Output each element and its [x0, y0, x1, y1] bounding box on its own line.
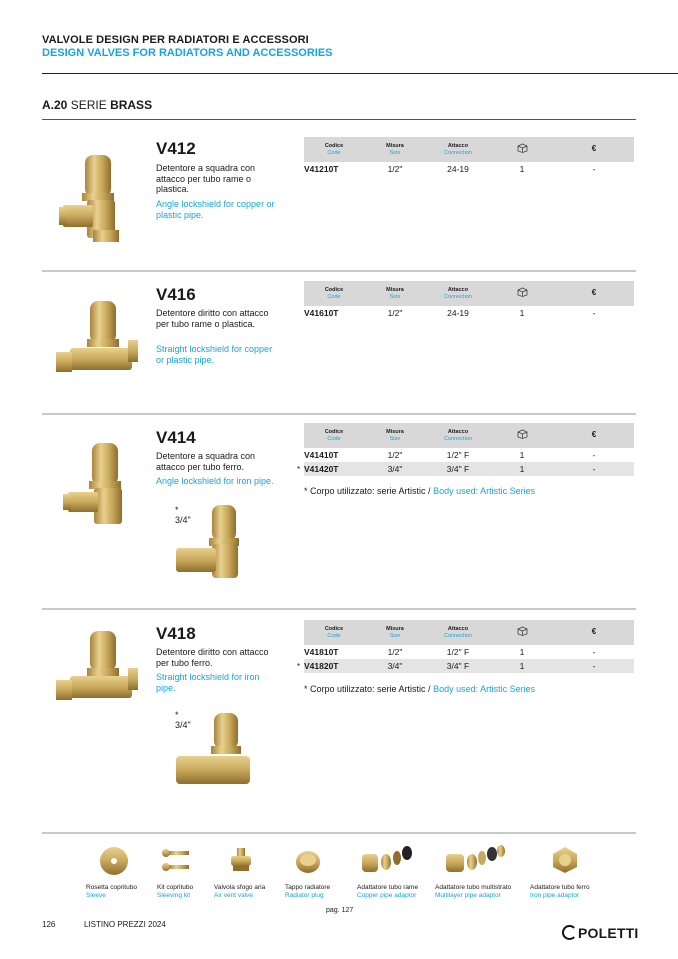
multilayer-pipe-adaptor-image [444, 842, 508, 881]
product-description-en: Straight lockshield for iron pipe. [156, 672, 260, 693]
product-description-it: Detentore a squadra con attacco per tubo ferro. [156, 451, 256, 472]
column-header-code: Codice Code [304, 423, 364, 448]
header-divider [42, 73, 678, 74]
table-header-row [304, 281, 634, 306]
row-star-marker: * [297, 662, 301, 671]
cell-quantity: 1 [519, 647, 525, 657]
cell-size: 1/2" [387, 647, 403, 657]
package-icon [490, 620, 554, 645]
column-header-connection: Attacco Connection [426, 281, 490, 306]
cell-size: 1/2" [387, 450, 403, 460]
accessory-label: Adattatore tubo multistrato Multilayer pipe adaptor [435, 884, 512, 899]
column-header-code: Codice Code [304, 137, 364, 162]
image-size-label: * 3/4" [175, 505, 191, 525]
column-header-price: € [554, 281, 634, 306]
cell-quantity: 1 [490, 462, 554, 476]
product-description-it: Detentore a squadra con attacco per tubo rame o plastica. [156, 163, 256, 194]
cell-price: - [592, 647, 596, 657]
cell-price: - [592, 450, 596, 460]
product-model: V412 [156, 139, 196, 158]
sleeving-kit-image [160, 845, 194, 882]
cell-quantity: 1 [519, 164, 525, 174]
product-model: V416 [156, 285, 196, 304]
air-vent-valve-image [228, 846, 254, 879]
product-description-it: Detentore diritto con attacco per tubo ferro. [156, 647, 269, 668]
product-divider [42, 270, 636, 272]
section-title: A.20 SERIE BRASS [42, 98, 153, 112]
column-header-size: Misura Size [364, 423, 426, 448]
price-list-label: LISTINO PREZZI 2024 [84, 920, 166, 929]
cell-price: - [592, 164, 596, 174]
product-image-v418 [52, 628, 142, 713]
cell-size: 3/4" [364, 462, 426, 476]
product-image-v416 [52, 298, 142, 388]
copper-pipe-adaptor-image [360, 842, 420, 881]
cell-price: - [554, 462, 634, 476]
radiator-plug-image [294, 848, 322, 881]
accessory-label: Valvola sfogo aria Air vent valve [214, 884, 266, 899]
package-icon [490, 137, 554, 162]
accessory-label: Tappo radiatore Radiator plug [285, 884, 331, 899]
product-model: V418 [156, 624, 196, 643]
header-title-en: DESIGN VALVES FOR RADIATORS AND ACCESSORIES [42, 47, 333, 59]
column-header-connection: Attacco Connection [426, 423, 490, 448]
column-header-size: Misura Size [364, 281, 426, 306]
table-row [304, 659, 634, 673]
package-icon [490, 281, 554, 306]
cell-code: V41810T [304, 647, 339, 657]
column-header-code: Codice Code [304, 620, 364, 645]
product-table [304, 423, 634, 476]
cell-connection: 24-19 [447, 308, 469, 318]
product-table [304, 137, 634, 176]
accessories-divider [42, 832, 636, 834]
accessory-label: Adattatore tubo ferro Iron pipe adaptor [530, 884, 590, 899]
product-model: V414 [156, 428, 196, 447]
cell-code: V41420T [304, 462, 364, 476]
section-divider [42, 119, 636, 120]
package-icon [490, 423, 554, 448]
accessory-label: Kit copritubo Sleeving kit [157, 884, 194, 899]
brand-logo: POLETTI [562, 925, 639, 941]
table-header-row [304, 620, 634, 645]
product-image-v418-3-4 [168, 710, 258, 797]
product-description-it: Detentore diritto con attacco per tubo rame o plastica. [156, 308, 269, 329]
cell-code: V41410T [304, 450, 339, 460]
column-header-size: Misura Size [364, 137, 426, 162]
product-image-v414-3-4 [168, 502, 248, 587]
accessory-label: Adattatore tubo rame Copper pipe adaptor [357, 884, 419, 899]
product-image-v412 [55, 150, 135, 255]
cell-price: - [554, 659, 634, 673]
product-description-en: Angle lockshield for iron pipe. [156, 476, 274, 486]
cell-code: V41820T [304, 659, 364, 673]
page-reference: pag. 127 [326, 907, 354, 914]
cell-code: V41610T [304, 308, 339, 318]
cell-connection: 3/4" F [426, 659, 490, 673]
cell-quantity: 1 [490, 659, 554, 673]
cell-connection: 24-19 [447, 164, 469, 174]
cell-connection: 3/4" F [426, 462, 490, 476]
product-table [304, 620, 634, 673]
product-divider [42, 608, 636, 610]
cell-size: 3/4" [364, 659, 426, 673]
accessory-label: Rosetta copritubo Sleeve [86, 884, 137, 899]
cell-quantity: 1 [519, 450, 525, 460]
column-header-price: € [554, 620, 634, 645]
cell-connection: 1/2" F [446, 450, 470, 460]
column-header-connection: Attacco Connection [426, 137, 490, 162]
table-row [304, 162, 634, 176]
table-header-row [304, 423, 634, 448]
cell-size: 1/2" [387, 308, 403, 318]
table-row [304, 645, 634, 659]
table-row [304, 462, 634, 476]
product-description-en: Angle lockshield for copper or plastic pipe. [156, 199, 275, 220]
footnote: * Corpo utilizzato: serie Artistic / Body used: Artistic Series [304, 684, 536, 694]
cell-quantity: 1 [519, 308, 525, 318]
sleeve-image [98, 845, 130, 882]
column-header-size: Misura Size [364, 620, 426, 645]
image-size-label: * 3/4" [175, 710, 191, 730]
product-image-v414 [60, 440, 140, 535]
table-row [304, 448, 634, 462]
cell-price: - [592, 308, 596, 318]
table-header-row [304, 137, 634, 162]
column-header-price: € [554, 423, 634, 448]
product-divider [42, 413, 636, 415]
cell-size: 1/2" [387, 164, 403, 174]
column-header-connection: Attacco Connection [426, 620, 490, 645]
cell-code: V41210T [304, 164, 339, 174]
product-table [304, 281, 634, 320]
column-header-price: € [554, 137, 634, 162]
product-description-en: Straight lockshield for copper or plastic pipe. [156, 344, 273, 365]
cell-connection: 1/2" F [446, 647, 470, 657]
table-row [304, 306, 634, 320]
iron-pipe-adaptor-image [550, 845, 580, 880]
column-header-code: Codice Code [304, 281, 364, 306]
page-number: 126 [42, 920, 56, 929]
row-star-marker: * [297, 465, 301, 474]
footnote: * Corpo utilizzato: serie Artistic / Body used: Artistic Series [304, 486, 536, 496]
header-title-it: VALVOLE DESIGN PER RADIATORI E ACCESSORI [42, 34, 309, 46]
